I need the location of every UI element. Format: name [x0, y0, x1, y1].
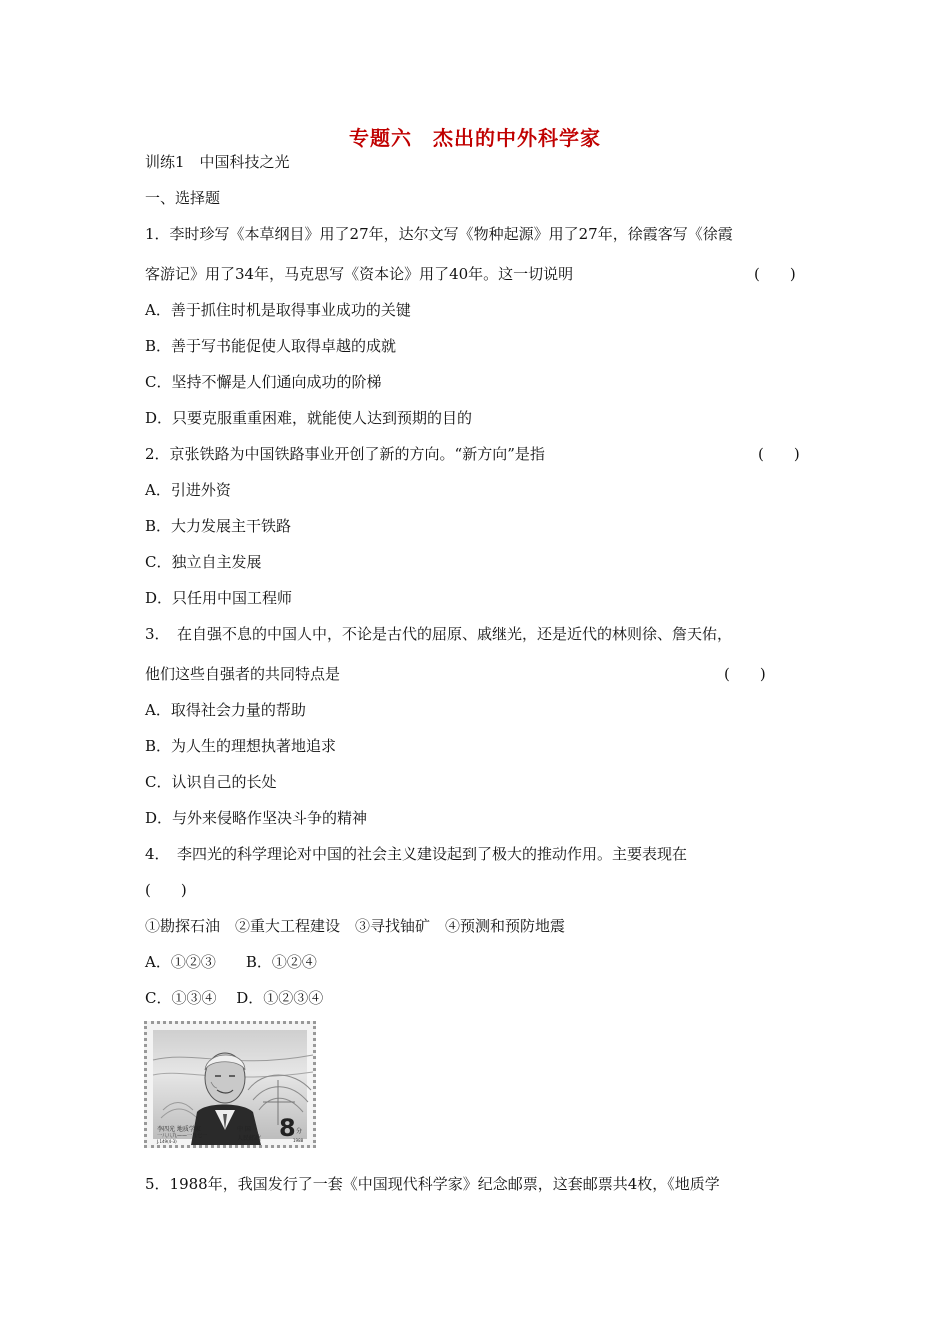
question-3-option-b: B．为人生的理想执著地追求: [145, 737, 337, 755]
page-title: 专题六 杰出的中外科学家: [349, 126, 601, 150]
question-2-answer-blank: ( ): [758, 445, 800, 463]
question-3-line-2: 他们这些自强者的共同特点是: [145, 665, 341, 683]
stamp-post-name: 人民邮政: [237, 1135, 262, 1142]
question-2-option-a: A．引进外资: [145, 481, 231, 499]
question-3-option-c: C．认识自己的长处: [145, 773, 277, 791]
training-subtitle: 训练1 中国科技之光: [145, 153, 290, 171]
question-2-line-1: 2．京张铁路为中国铁路事业开创了新的方向。“新方向”是指: [145, 445, 545, 463]
question-1-option-d: D．只要克服重重困难，就能使人达到预期的目的: [145, 409, 473, 427]
stamp-caption-years: 一八八九——一九七一: [157, 1133, 208, 1139]
stamp-caption-name: 李四光 地质学家: [157, 1126, 201, 1133]
question-4-options-ab: A．①②③ B．①②④: [145, 953, 317, 971]
question-2-option-c: C．独立自主发展: [145, 553, 262, 571]
stamp-serial-code: J.149(4-3): [157, 1139, 177, 1144]
question-4-answer-blank: ( ): [145, 881, 187, 899]
question-1-line-1: 1．李时珍写《本草纲目》用了27年，达尔文写《物种起源》用了27年，徐霞客写《徐霞: [145, 225, 733, 243]
question-1-option-a: A．善于抓住时机是取得事业成功的关键: [145, 301, 411, 319]
stamp-year: 1988: [293, 1138, 304, 1143]
stamp-picture: [153, 1030, 307, 1144]
stamp-value-unit: 分: [296, 1128, 303, 1135]
question-3-line-1: 3． 在自强不息的中国人中，不论是古代的屈原、戚继光，还是近代的林则徐、詹天佑，: [145, 625, 733, 643]
question-2-option-b: B．大力发展主干铁路: [145, 517, 292, 535]
question-1-line-2: 客游记》用了34年，马克思写《资本论》用了40年。这一切说明: [145, 265, 574, 283]
question-4-items: ①勘探石油 ②重大工程建设 ③寻找铀矿 ④预测和预防地震: [145, 917, 566, 935]
question-1-option-c: C．坚持不懈是人们通向成功的阶梯: [145, 373, 382, 391]
question-4-options-cd: C．①③④ D．①②③④: [145, 989, 324, 1007]
question-3-option-d: D．与外来侵略作坚决斗争的精神: [145, 809, 368, 827]
question-1-option-b: B．善于写书能促使人取得卓越的成就: [145, 337, 397, 355]
question-3-option-a: A．取得社会力量的帮助: [145, 701, 306, 719]
question-2-option-d: D．只任用中国工程师: [145, 589, 293, 607]
stamp-country: 中 国: [237, 1126, 251, 1133]
stamp-image: [144, 1021, 316, 1148]
question-1-answer-blank: ( ): [754, 265, 796, 283]
question-3-answer-blank: ( ): [724, 665, 766, 683]
question-4-line-1: 4． 李四光的科学理论对中国的社会主义建设起到了极大的推动作用。主要表现在: [145, 845, 688, 863]
stamp-face-value: 8: [279, 1114, 296, 1142]
section-heading: 一、选择题: [145, 189, 221, 207]
question-5-line-1: 5．1988年，我国发行了一套《中国现代科学家》纪念邮票，这套邮票共4枚，《地质学: [145, 1175, 720, 1193]
